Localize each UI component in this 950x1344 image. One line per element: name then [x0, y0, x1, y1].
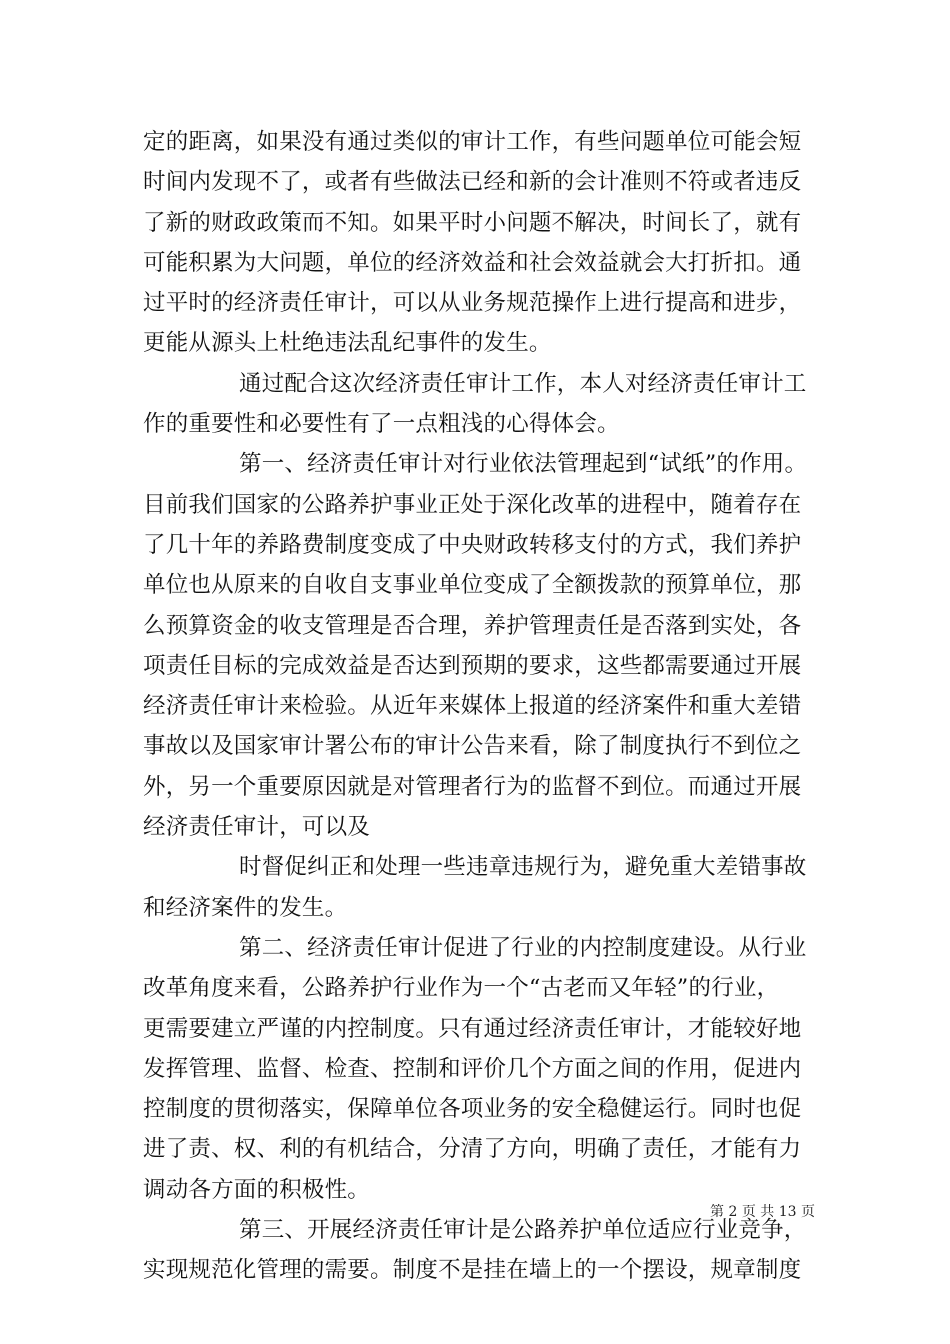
page-number: 第 2 页 共 13 页 — [710, 1204, 815, 1220]
text-line: 第一、经济责任审计对行业依法管理起到“试纸”的作用。 — [239, 451, 808, 478]
text-line: 了新的财政政策而不知。如果平时小问题不解决，时间长了，就有 — [143, 209, 802, 236]
text-line: 经济责任审计来检验。从近年来媒体上报道的经济案件和重大差错 — [143, 693, 802, 720]
text-line: 过平时的经济责任审计，可以从业务规范操作上进行提高和进步， — [143, 290, 802, 317]
text-line: 和经济案件的发生。 — [143, 894, 348, 921]
text-line: 单位也从原来的自收自支事业单位变成了全额拨款的预算单位，那 — [143, 572, 802, 599]
text-line: 项责任目标的完成效益是否达到预期的要求，这些都需要通过开展 — [143, 652, 802, 679]
text-line: 可能积累为大问题，单位的经济效益和社会效益就会大打折扣。通 — [143, 249, 802, 276]
text-line: 调动各方面的积极性。 — [143, 1176, 371, 1203]
text-line: 作的重要性和必要性有了一点粗浅的心得体会。 — [143, 411, 620, 438]
text-line: 改革角度来看，公路养护行业作为一个“古老而又年轻”的行业， — [143, 975, 780, 1002]
text-line: 进了责、权、利的有机结合，分清了方向，明确了责任，才能有力 — [143, 1136, 802, 1163]
text-line: 目前我们国家的公路养护事业正处于深化改革的进程中，随着存在 — [143, 491, 802, 518]
document-body — [143, 122, 815, 1291]
text-line: 经济责任审计，可以及 — [143, 814, 371, 841]
text-line: 第二、经济责任审计促进了行业的内控制度建设。从行业 — [239, 934, 807, 961]
text-line: 控制度的贯彻落实，保障单位各项业务的安全稳健运行。同时也促 — [143, 1096, 802, 1123]
text-line: 时督促纠正和处理一些违章违规行为，避免重大差错事故 — [239, 854, 807, 881]
text-line: 事故以及国家审计署公布的审计公告来看，除了制度执行不到位之 — [143, 733, 802, 760]
text-line: 发挥管理、监督、检查、控制和评价几个方面之间的作用，促进内 — [143, 1055, 802, 1082]
text-line: 更能从源头上杜绝违法乱纪事件的发生。 — [143, 330, 552, 357]
text-line: 时间内发现不了，或者有些做法已经和新的会计准则不符或者违反 — [143, 169, 802, 196]
text-line: 定的距离，如果没有通过类似的审计工作，有些问题单位可能会短 — [143, 129, 802, 155]
text-line: 么预算资金的收支管理是否合理，养护管理责任是否落到实处，各 — [143, 612, 802, 639]
text-line: 外，另一个重要原因就是对管理者行为的监督不到位。而通过开展 — [143, 773, 802, 800]
text-line: 实现规范化管理的需要。制度不是挂在墙上的一个摆设，规章制度 — [143, 1257, 802, 1284]
text-line: 通过配合这次经济责任审计工作，本人对经济责任审计工 — [239, 370, 807, 397]
text-line: 第三、开展经济责任审计是公路养护单位适应行业竞争， — [239, 1217, 807, 1244]
text-line: 了几十年的养路费制度变成了中央财政转移支付的方式，我们养护 — [143, 531, 802, 558]
text-line: 更需要建立严谨的内控制度。只有通过经济责任审计，才能较好地 — [143, 1015, 802, 1042]
